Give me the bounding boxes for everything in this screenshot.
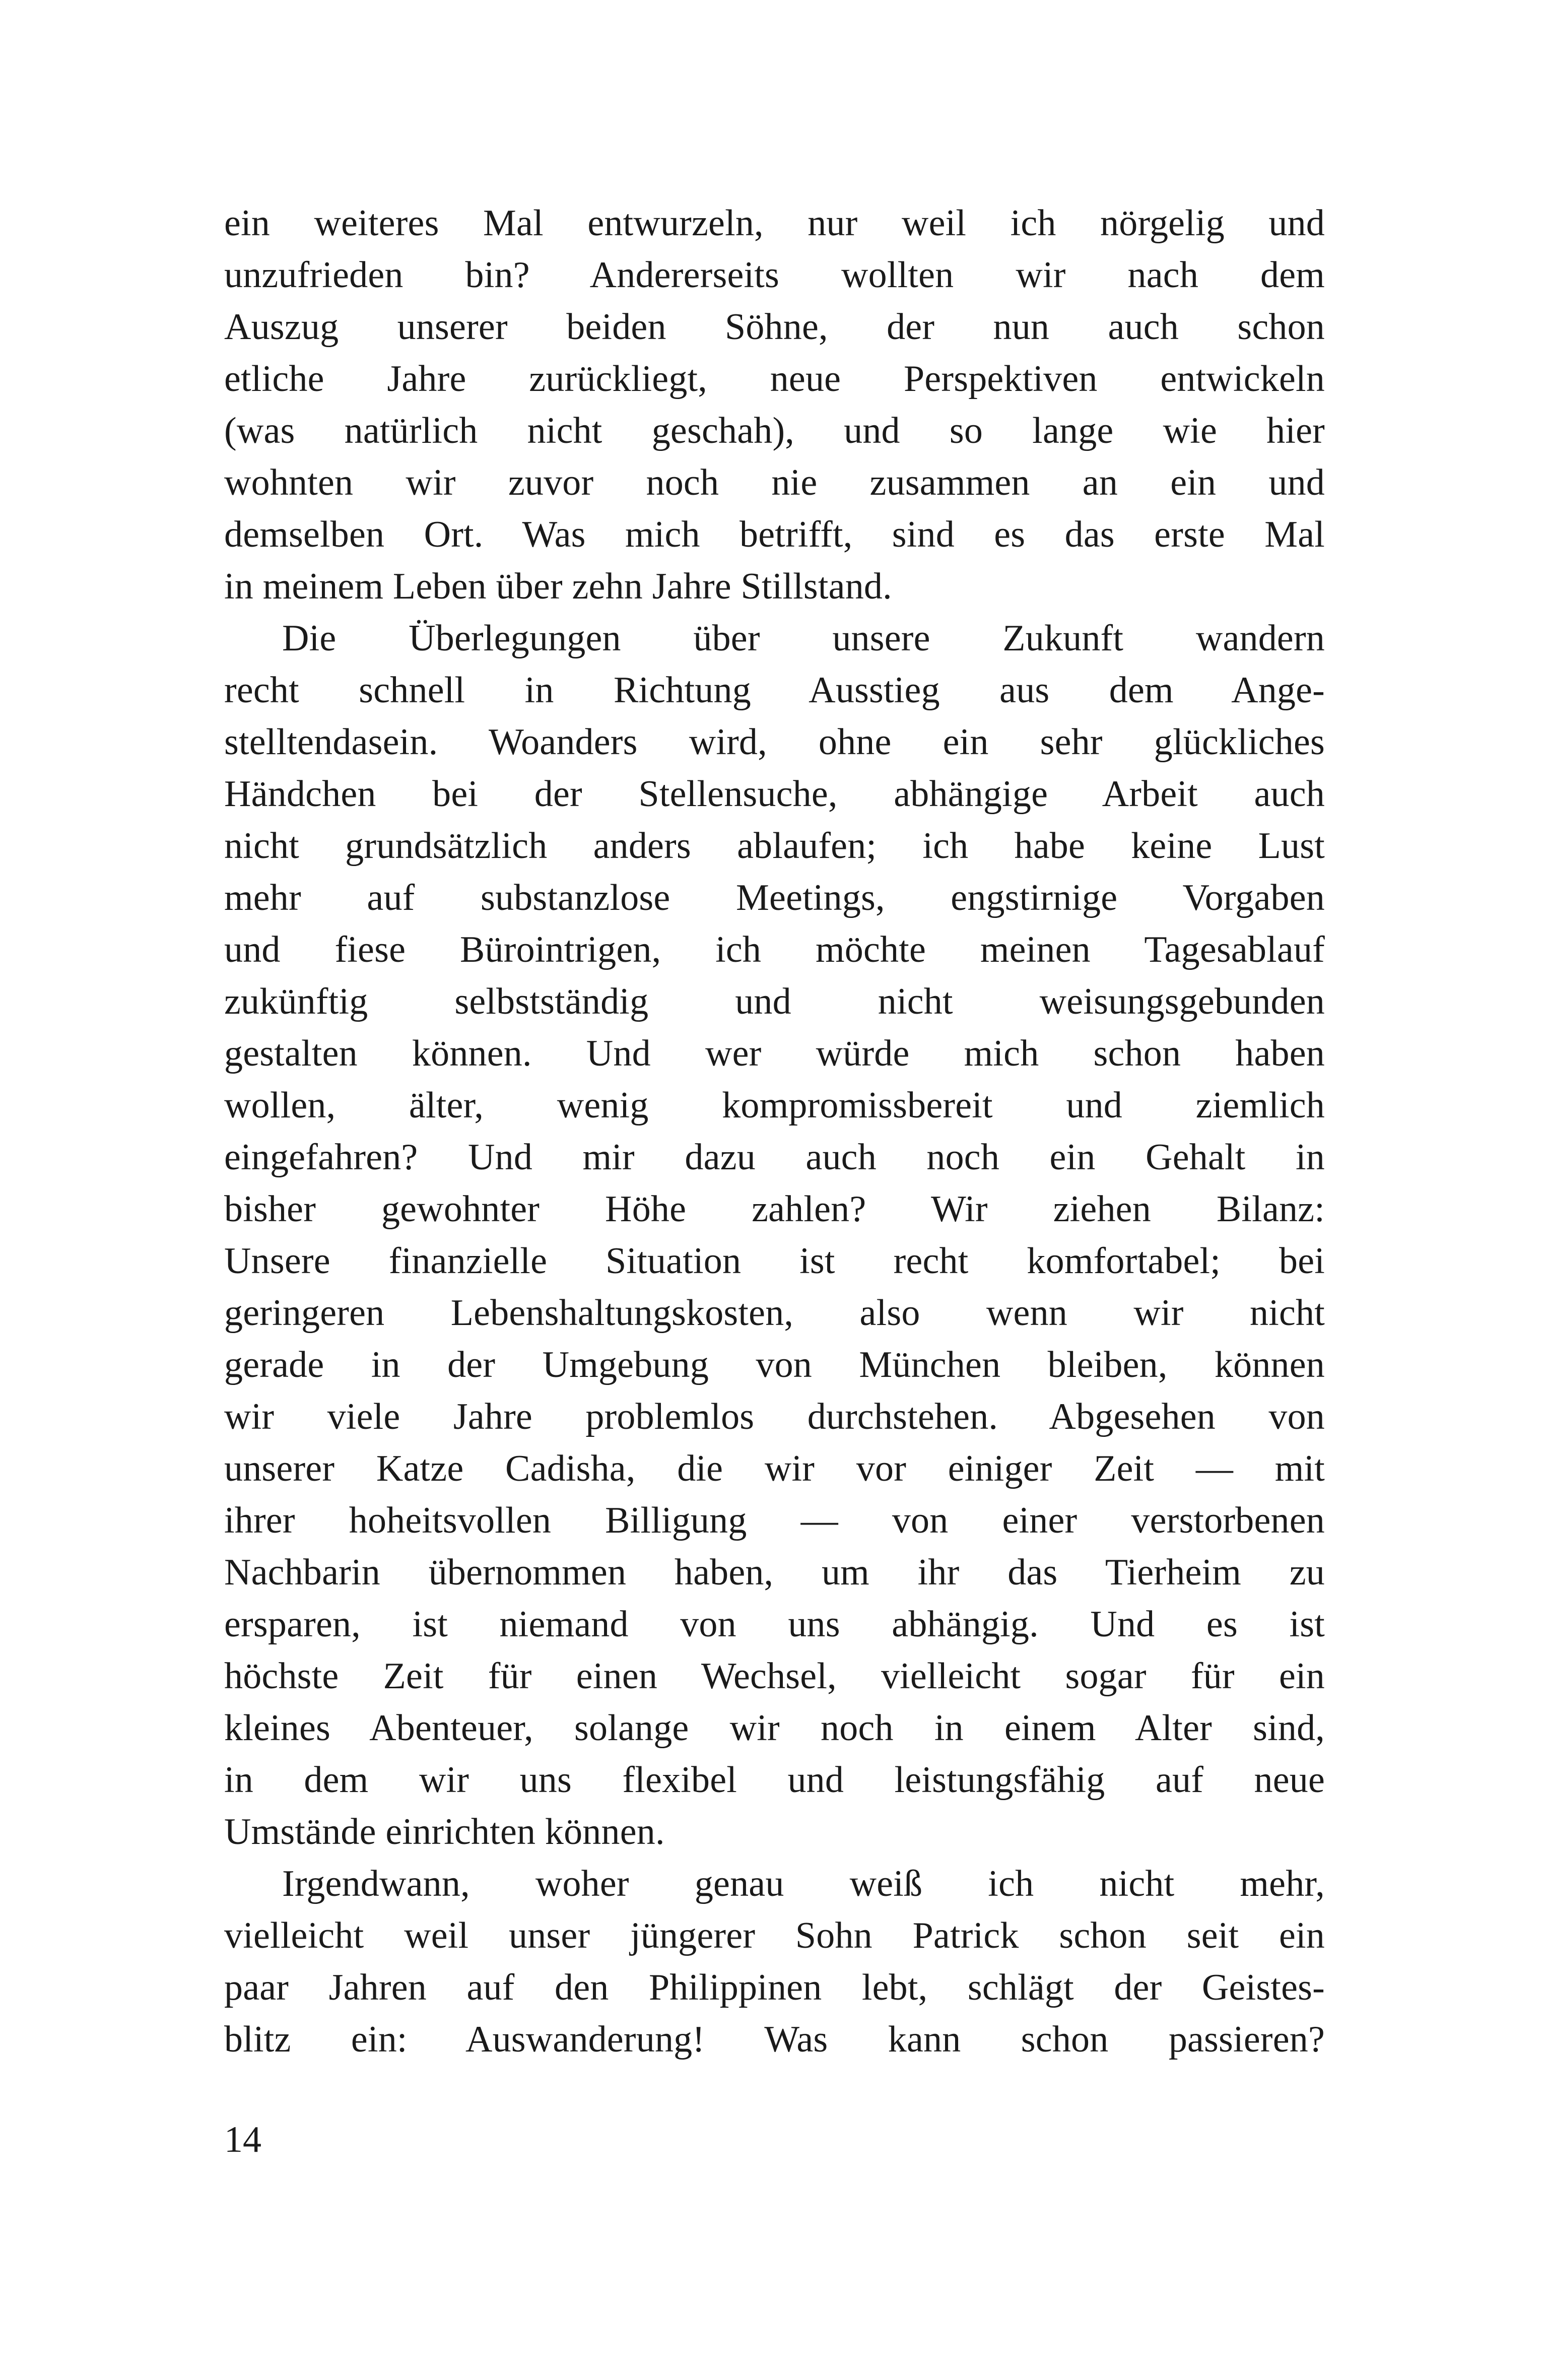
text-line: stelltendasein. Woanders wird, ohne ein sehr glückliches: [224, 721, 1325, 763]
text-line: in dem wir uns flexibel und leistungsfähig auf neue: [224, 1759, 1325, 1801]
text-line: paar Jahren auf den Philippinen lebt, schlägt der Geistes-: [224, 1967, 1325, 2008]
text-line: demselben Ort. Was mich betrifft, sind es das erste Mal: [224, 514, 1325, 555]
text-line: bisher gewohnter Höhe zahlen? Wir ziehen Bilanz:: [224, 1188, 1325, 1230]
text-line: und fiese Bürointrigen, ich möchte meinen Tagesablauf: [224, 929, 1325, 970]
text-line: unserer Katze Cadisha, die wir vor einiger Zeit — mit: [224, 1448, 1325, 1489]
text-line: Nachbarin übernommen haben, um ihr das Tierheim zu: [224, 1552, 1325, 1593]
text-line: gerade in der Umgebung von München bleiben, können: [224, 1344, 1325, 1385]
text-line: mehr auf substanzlose Meetings, engstirnige Vorgaben: [224, 877, 1325, 918]
text-line: Die Überlegungen über unsere Zukunft wandern: [282, 618, 1325, 659]
text-line: Unsere finanzielle Situation ist recht komfortabel; bei: [224, 1240, 1325, 1282]
text-line: Händchen bei der Stellensuche, abhängige Arbeit auch: [224, 773, 1325, 815]
text-line: in meinem Leben über zehn Jahre Stillstand.: [224, 566, 892, 607]
text-line: kleines Abenteuer, solange wir noch in einem Alter sind,: [224, 1707, 1325, 1749]
text-line: ersparen, ist niemand von uns abhängig. Und es ist: [224, 1604, 1325, 1645]
text-line: höchste Zeit für einen Wechsel, vielleicht sogar für ein: [224, 1656, 1325, 1697]
text-line: blitz ein: Auswanderung! Was kann schon passieren?: [224, 2019, 1325, 2060]
page-number: 14: [224, 2119, 261, 2160]
text-line: wir viele Jahre problemlos durchstehen. Abgesehen von: [224, 1396, 1325, 1437]
text-line: zukünftig selbstständig und nicht weisungsgebunden: [224, 981, 1325, 1022]
text-line: unzufrieden bin? Andererseits wollten wir nach dem: [224, 254, 1325, 296]
text-line: vielleicht weil unser jüngerer Sohn Patrick schon seit ein: [224, 1915, 1325, 1956]
text-line: ihrer hoheitsvollen Billigung — von einer verstorbenen: [224, 1500, 1325, 1541]
text-line: wohnten wir zuvor noch nie zusammen an ein und: [224, 462, 1325, 503]
text-line: nicht grundsätzlich anders ablaufen; ich habe keine Lust: [224, 825, 1325, 867]
text-line: wollen, älter, wenig kompromissbereit und ziemlich: [224, 1085, 1325, 1126]
text-line: Auszug unserer beiden Söhne, der nun auch schon: [224, 306, 1325, 348]
text-line: geringeren Lebenshaltungskosten, also wenn wir nicht: [224, 1292, 1325, 1334]
text-line: recht schnell in Richtung Ausstieg aus dem Ange-: [224, 670, 1325, 711]
body-text: [224, 197, 1325, 2066]
text-line: ein weiteres Mal entwurzeln, nur weil ich nörgelig und: [224, 203, 1325, 244]
text-line: (was natürlich nicht geschah), und so lange wie hier: [224, 410, 1325, 451]
text-line: Umstände einrichten können.: [224, 1811, 665, 1853]
text-line: eingefahren? Und mir dazu auch noch ein Gehalt in: [224, 1137, 1325, 1178]
text-line: etliche Jahre zurückliegt, neue Perspektiven entwickeln: [224, 358, 1325, 400]
text-line: Irgendwann, woher genau weiß ich nicht mehr,: [282, 1863, 1325, 1904]
text-line: gestalten können. Und wer würde mich schon haben: [224, 1033, 1325, 1074]
